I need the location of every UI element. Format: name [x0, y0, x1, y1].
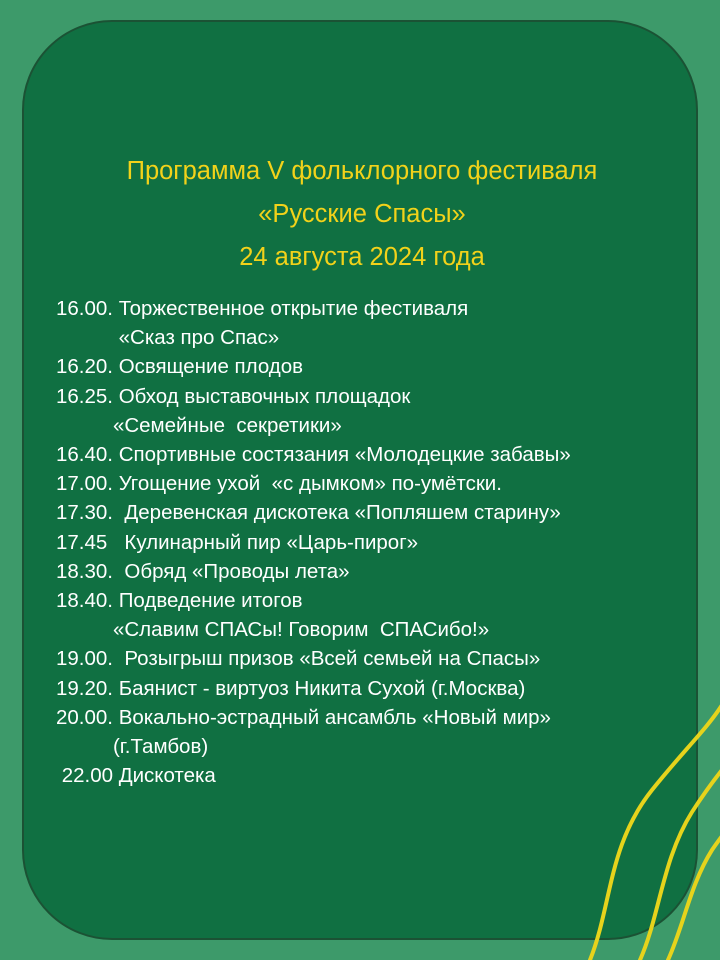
schedule-item: 16.40. Спортивные состязания «Молодецкие забавы» — [56, 443, 571, 467]
schedule-item: 18.40. Подведение итогов — [56, 589, 303, 613]
schedule-item: 17.30. Деревенская дискотека «Попляшем старину» — [56, 501, 561, 525]
schedule-item: 16.25. Обход выставочных площадок — [56, 384, 411, 408]
schedule-item: (г.Тамбов) — [56, 735, 209, 759]
schedule-item: 22.00 Дискотека — [56, 764, 216, 788]
schedule-item: 19.00. Розыгрыш призов «Всей семьей на Спасы» — [56, 647, 541, 671]
schedule-item: 17.45 Кулинарный пир «Царь-пирог» — [56, 530, 419, 554]
program-title — [24, 150, 698, 279]
title-line-2: «Русские Спасы» — [258, 200, 466, 228]
schedule-item: 19.20. Баянист - виртуоз Никита Сухой (г.Москва) — [56, 676, 526, 700]
schedule-item: 16.00. Торжественное открытие фестиваля — [56, 297, 469, 320]
schedule-item: 17.00. Угощение ухой «с дымком» по-умётски. — [56, 472, 502, 496]
schedule-item: «Славим СПАСы! Говорим СПАСибо!» — [56, 618, 490, 642]
schedule-item: 20.00. Вокально-эстрадный ансамбль «Новый мир» — [56, 705, 551, 729]
schedule-list — [56, 294, 696, 790]
schedule-item: 16.20. Освящение плодов — [56, 355, 304, 379]
schedule-item: «Сказ про Спас» — [56, 326, 280, 350]
schedule-item: 18.30. Обряд «Проводы лета» — [56, 559, 350, 583]
program-card — [22, 20, 698, 940]
schedule-item: «Семейные секретики» — [56, 413, 342, 437]
title-line-3: 24 августа 2024 года — [239, 243, 485, 271]
title-line-1: Программа V фольклорного фестиваля — [126, 157, 598, 185]
